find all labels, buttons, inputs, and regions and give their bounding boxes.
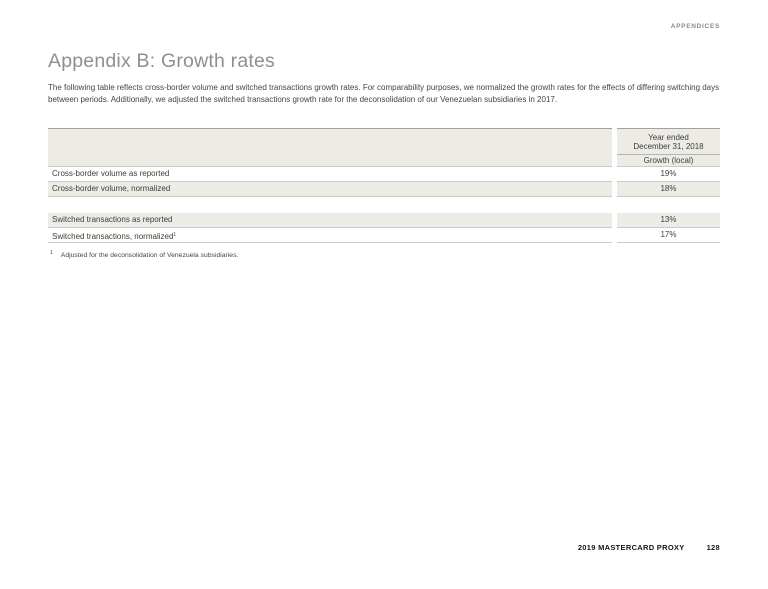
- row-value: 19%: [617, 167, 720, 182]
- footnote-marker: 1: [50, 250, 53, 256]
- footnote: [50, 250, 238, 259]
- table-row-cross-border-normalized: [48, 182, 720, 197]
- spacer-cell-right: [617, 197, 720, 213]
- table-header-row: [48, 128, 720, 167]
- row-label: Cross-border volume, normalized: [48, 182, 612, 197]
- page-footer: [578, 543, 720, 552]
- table-row-switched-normalized: [48, 228, 720, 243]
- period-header: [617, 129, 720, 152]
- row-value: 18%: [617, 182, 720, 197]
- table-header-period-cell: [617, 128, 720, 167]
- period-line-2: December 31, 2018: [633, 142, 704, 151]
- footer-doc-label: 2019 MASTERCARD PROXY: [577, 543, 685, 552]
- table-row-switched-reported: [48, 213, 720, 228]
- column-header-growth-local: Growth (local): [617, 154, 720, 167]
- row-label: Switched transactions as reported: [48, 213, 612, 228]
- period-line-1: Year ended: [648, 132, 689, 142]
- spacer-cell-left: [48, 197, 612, 213]
- row-label: [48, 228, 612, 243]
- footnote-text: Adjusted for the deconsolidation of Venezuela subsidiaries.: [60, 252, 239, 259]
- row-label-text: Switched transactions, normalized: [52, 232, 174, 241]
- row-value: 13%: [617, 213, 720, 228]
- footer-page-number: 128: [706, 543, 720, 552]
- row-value: 17%: [617, 228, 720, 243]
- intro-paragraph: The following table reflects cross-border volume and switched transactions growth rates. For comparability purposes, we normalized the growth rates for the effects of differing switching days between periods. Additionally, we adjusted the switched transactions growth rate for the deconsolidation of our Venezuelan subsidiaries in 2017.: [48, 83, 720, 104]
- growth-rates-table: [48, 128, 720, 243]
- row-label: Cross-border volume as reported: [48, 167, 612, 182]
- footnote-reference: 1: [173, 232, 177, 238]
- table-spacer-row: [48, 197, 720, 213]
- table-header-empty-cell: [48, 128, 612, 167]
- table-row-cross-border-reported: [48, 167, 720, 182]
- page-title: Appendix B: Growth rates: [48, 50, 275, 72]
- running-header-label: APPENDICES: [670, 23, 720, 30]
